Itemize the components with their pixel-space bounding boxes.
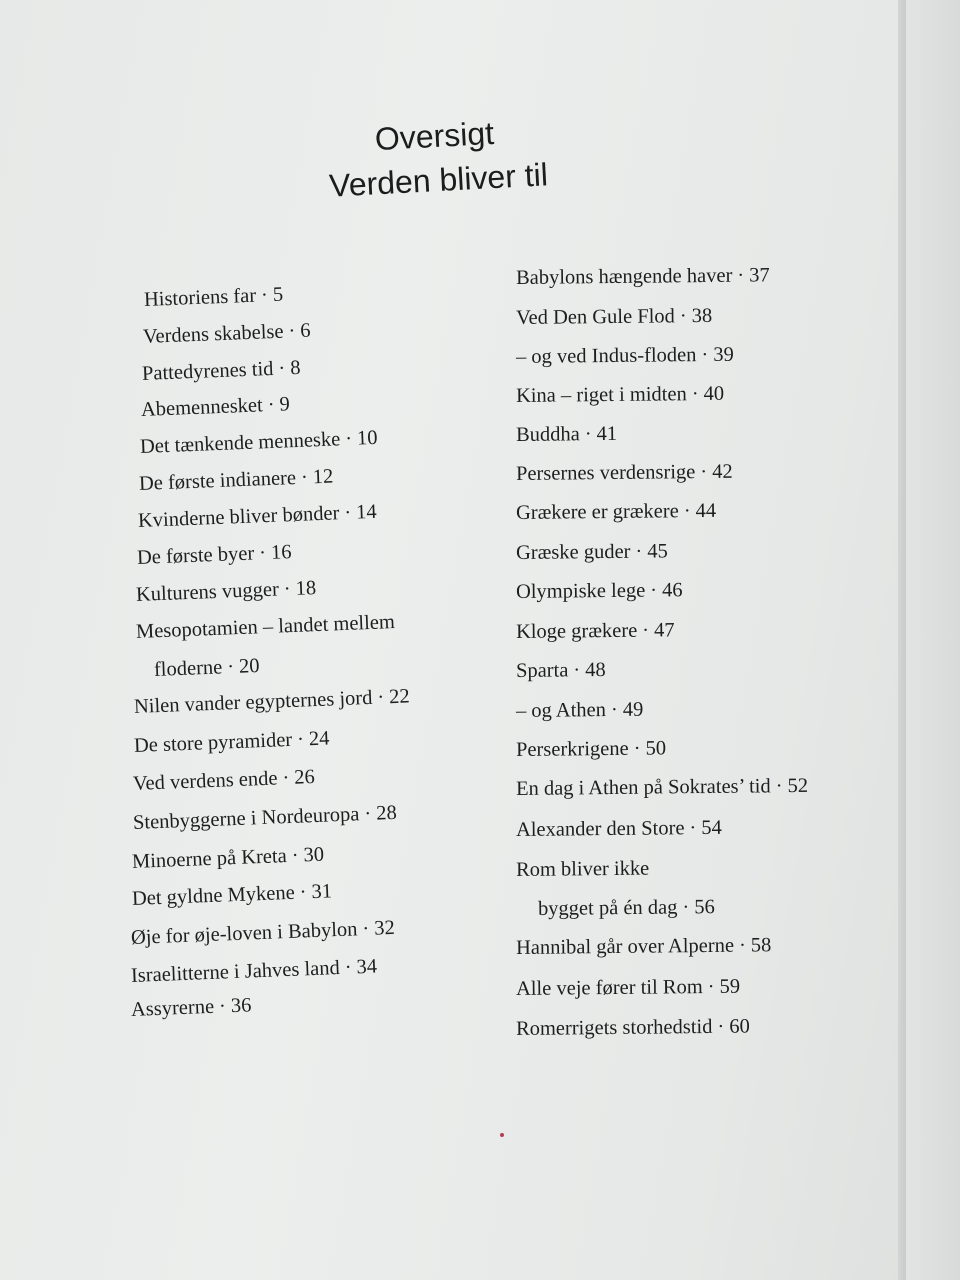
toc-entry-title: Kloge grækere: [515, 619, 638, 643]
toc-entry-title: Verdens skabelse: [142, 320, 284, 348]
toc-separator: ·: [584, 423, 592, 446]
toc-entry-title: De første byer: [136, 542, 255, 569]
ink-speck: [500, 1133, 504, 1137]
toc-page-number: 31: [311, 880, 333, 904]
toc-separator: ·: [363, 802, 372, 826]
toc-page-number: 45: [647, 540, 668, 563]
toc-entry: [516, 736, 666, 762]
toc-entry-title: Alle veje fører til Rom: [515, 976, 703, 1000]
toc-separator: ·: [258, 542, 267, 565]
toc-entry-title: Assyrerne: [130, 995, 215, 1021]
toc-page-number: 16: [270, 541, 292, 564]
toc-entry-title: Israelitterne i Jahves land: [130, 956, 341, 987]
toc-page-number: 48: [585, 659, 606, 682]
toc-separator: ·: [682, 896, 690, 919]
toc-entry: [516, 857, 649, 882]
toc-entry: [516, 382, 724, 408]
toc-separator: ·: [300, 466, 309, 489]
toc-page-number: 39: [713, 343, 734, 366]
toc-entry-title: Græske guder: [515, 540, 631, 564]
page-subtitle: Verden bliver til: [328, 156, 549, 204]
toc-entry-title: – og ved Indus-floden: [515, 344, 697, 368]
toc-entry-title: Kvinderne bliver bønder: [137, 502, 340, 532]
toc-entry-title: Olympiske lege: [515, 579, 646, 603]
toc-entry: [516, 539, 668, 565]
toc-separator: ·: [218, 995, 227, 1018]
toc-page-number: 20: [238, 654, 260, 678]
toc-separator: ·: [282, 767, 290, 790]
toc-page-number: 8: [289, 356, 301, 380]
page-title: Oversigt: [374, 114, 495, 158]
toc-entry-title: De første indianere: [138, 466, 297, 495]
toc-entry-title: De store pyramider: [133, 728, 293, 757]
toc-entry: [516, 1015, 750, 1041]
toc-entry: [538, 895, 715, 921]
toc-page-number: 9: [279, 393, 291, 416]
toc-entry: [516, 698, 644, 723]
toc-entry: [154, 654, 260, 682]
toc-separator: ·: [288, 320, 296, 343]
toc-separator: ·: [642, 619, 650, 642]
toc-entry: [516, 422, 617, 447]
toc-entry-title: floderne: [153, 656, 223, 681]
toc-entry: [516, 658, 606, 683]
toc-entry: [516, 499, 716, 525]
toc-page-number: 50: [645, 737, 667, 760]
toc-separator: ·: [573, 659, 581, 682]
toc-page-number: 36: [230, 994, 252, 1018]
toc-page-number: 6: [299, 319, 311, 342]
toc-entry-title: Ved Den Gule Flod: [515, 305, 675, 329]
toc-separator: ·: [299, 881, 307, 904]
toc-entry-title: Perserkrigene: [515, 737, 629, 761]
toc-entry-title: Babylons hængende haver: [515, 264, 733, 289]
toc-page-number: 58: [750, 934, 772, 957]
toc-entry-title: Sparta: [515, 659, 569, 682]
toc-entry: [516, 618, 675, 644]
toc-page-number: 56: [694, 896, 715, 919]
toc-separator: ·: [260, 284, 269, 307]
toc-separator: ·: [283, 578, 292, 601]
toc-page-number: 24: [308, 727, 330, 751]
toc-entry-title: bygget på én dag: [537, 896, 678, 920]
facing-page-edge: [906, 0, 960, 1280]
toc-entry: [516, 578, 683, 604]
toc-entry-title: Nilen vander egypternes jord: [133, 686, 373, 718]
toc-page-number: 14: [355, 500, 378, 524]
toc-separator: ·: [291, 844, 299, 867]
toc-page-number: 40: [703, 382, 725, 406]
toc-separator: ·: [226, 655, 235, 679]
toc-separator: ·: [376, 686, 385, 709]
toc-separator: ·: [277, 357, 286, 380]
toc-page-number: 37: [749, 264, 770, 287]
toc-separator: ·: [296, 728, 305, 751]
toc-entry-title: Abemennesket: [140, 394, 264, 421]
toc-page-number: 52: [787, 774, 809, 798]
toc-page-number: 46: [661, 579, 683, 602]
toc-entry: [131, 993, 252, 1022]
toc-entry-title: Rom bliver ikke: [515, 857, 650, 881]
toc-entry-title: Persernes verdensrige: [515, 461, 696, 485]
toc-entry: [516, 933, 772, 960]
toc-separator: ·: [683, 500, 691, 523]
toc-page-number: 38: [691, 304, 713, 328]
toc-separator: ·: [691, 383, 699, 406]
toc-separator: ·: [635, 540, 643, 563]
toc-page-number: 60: [729, 1015, 750, 1038]
toc-entry-title: Historiens far: [143, 284, 257, 311]
toc-entry: [516, 263, 770, 290]
toc-entry: [516, 460, 733, 486]
toc-page-number: 54: [701, 816, 722, 840]
toc-page-number: 32: [373, 916, 396, 940]
toc-page-number: 34: [356, 955, 378, 979]
toc-entry-title: Grækere er grækere: [515, 500, 679, 524]
toc-entry-title: Romerrigets storhedstid: [515, 1015, 713, 1040]
toc-separator: ·: [737, 264, 745, 287]
toc-separator: ·: [717, 1015, 725, 1038]
toc-page-number: 49: [622, 698, 644, 721]
toc-page-number: 47: [653, 619, 675, 642]
toc-separator: ·: [267, 393, 275, 417]
toc-page-number: 41: [596, 422, 618, 446]
toc-entry-title: Det tænkende menneske: [139, 428, 341, 458]
toc-entry-title: Kulturens vugger: [135, 578, 280, 606]
toc-entry-title: Buddha: [515, 423, 580, 446]
toc-separator: ·: [679, 305, 687, 328]
toc-entry-title: Hannibal går over Alperne: [515, 934, 735, 959]
toc-page-number: 26: [293, 766, 316, 789]
toc-entry-title: En dag i Athen på Sokrates’ tid: [515, 775, 771, 800]
toc-entry-title: Ved verdens ende: [132, 767, 278, 795]
toc-entry-title: Stenbyggerne i Nordeuropa: [132, 803, 360, 834]
toc-page-number: 5: [272, 283, 284, 307]
toc-entry-title: Øje for øje-loven i Babylon: [130, 918, 358, 949]
toc-entry: [516, 304, 712, 330]
toc-entry: [516, 975, 740, 1001]
toc-entry-title: – og Athen: [515, 699, 607, 722]
toc-page-number: 42: [712, 460, 733, 483]
toc-separator: ·: [344, 956, 352, 979]
toc-separator: ·: [344, 427, 353, 451]
toc-page-number: 18: [295, 577, 317, 600]
page-edge: [898, 0, 906, 1280]
toc-separator: ·: [689, 817, 697, 840]
toc-entry: [516, 343, 734, 369]
toc-separator: ·: [362, 917, 370, 941]
toc-page-number: 59: [719, 975, 741, 998]
toc-page-number: 30: [303, 843, 325, 867]
toc-entry-title: Alexander den Store: [515, 817, 685, 841]
toc-page-number: 28: [375, 801, 398, 825]
toc-separator: ·: [700, 460, 708, 484]
toc-entry-title: Det gyldne Mykene: [131, 881, 296, 910]
toc-separator: ·: [650, 579, 658, 602]
toc-separator: ·: [343, 501, 352, 525]
toc-page-number: 12: [312, 465, 334, 489]
toc-separator: ·: [707, 975, 715, 998]
toc-entry: [516, 816, 722, 842]
toc-entry-title: Kina – riget i midten: [515, 383, 687, 407]
toc-separator: ·: [775, 775, 783, 798]
toc-entry-title: Mesopotamien – landet mellem: [135, 611, 396, 643]
toc-page-number: 10: [356, 426, 378, 450]
toc-separator: ·: [738, 934, 746, 957]
toc-entry-title: Minoerne på Kreta: [131, 845, 288, 873]
toc-separator: ·: [633, 737, 641, 760]
toc-page-number: 22: [388, 685, 411, 709]
toc-entry-title: Pattedyrenes tid: [141, 357, 274, 385]
toc-entry: [516, 774, 808, 801]
toc-separator: ·: [610, 698, 618, 722]
toc-page-number: 44: [695, 499, 717, 523]
toc-separator: ·: [701, 343, 709, 367]
